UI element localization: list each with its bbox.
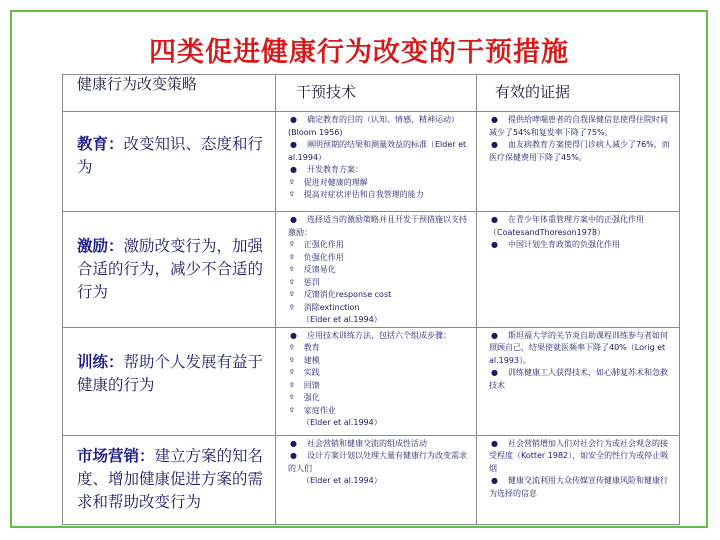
sub-item: º 反馈消化response cost xyxy=(288,289,470,302)
reference-text: （Elder et al.1994） xyxy=(302,315,382,324)
bullet-item: ● 确定教育的目的（认知、情感、精神运动）(Bloom 1956) xyxy=(288,114,470,139)
sub-item: º 回馈 xyxy=(288,380,470,393)
reference-text: （Elder et al.1994） xyxy=(302,418,382,427)
bullet-item: ● 中国计划生育政策的负强化作用 xyxy=(489,239,673,252)
bullet-item: ● 在青少年体重管理方案中的正强化作用（CoatesandThoreson1978） xyxy=(489,214,673,239)
strategy-description: 激励改变行为，加强合适的行为，减少不合适的行为 xyxy=(77,237,264,301)
technique-list xyxy=(276,112,476,202)
strategy-text xyxy=(63,328,275,397)
table-row xyxy=(63,327,680,435)
evidence-list xyxy=(477,436,679,501)
sub-item: º 正强化作用 xyxy=(288,239,470,252)
bullet-item: ● 社会营销和健康交流的组成性活动 xyxy=(288,438,470,451)
evidence-cell xyxy=(477,435,680,524)
sub-item: º 强化 xyxy=(288,392,470,405)
bullet-item: ● 选择适当的激励策略并且开发干预措施以支持激励： xyxy=(288,214,470,239)
sub-item: º 建模 xyxy=(288,355,470,368)
sub-item: º 反馈易化 xyxy=(288,264,470,277)
bullet-item: ● 应用技术训练方法，包括六个组成步骤： xyxy=(288,330,470,343)
sub-item: º 提高对症状评估和自我管理的能力 xyxy=(288,189,470,202)
evidence-cell xyxy=(477,112,680,212)
table-header-row xyxy=(63,75,680,112)
strategy-lead: 训练： xyxy=(77,351,124,371)
technique-cell xyxy=(276,327,477,435)
strategy-text xyxy=(63,436,275,514)
sub-item: º 教育 xyxy=(288,342,470,355)
reference-text: （Elder et al.1994） xyxy=(302,476,382,485)
evidence-cell xyxy=(477,212,680,328)
technique-cell xyxy=(276,112,477,212)
table-row xyxy=(63,112,680,212)
bullet-item: ● 社会营销增加人们对社会行为或社会观念的接受程度（Kotter 1982），如安全的性行为或停止吸烟 xyxy=(489,438,673,476)
sub-item: º 负强化作用 xyxy=(288,252,470,265)
header-cell-evidence xyxy=(477,75,680,112)
strategy-cell xyxy=(63,435,276,524)
technique-list xyxy=(276,328,476,430)
table-row xyxy=(63,435,680,524)
evidence-list xyxy=(477,112,679,164)
evidence-cell xyxy=(477,327,680,435)
strategy-description: 建立方案的知名度、增加健康促进方案的需求和帮助改变行为 xyxy=(77,446,264,511)
strategy-cell xyxy=(63,112,276,212)
bullet-item: ● 设计方案计划以处理大量有健康行为改变需求的人们 xyxy=(288,450,470,475)
header-cell-strategy xyxy=(63,75,276,112)
table-row xyxy=(63,212,680,328)
bullet-item: ● 阐明预期的结果和测量效益的标准（Elder et al.1994） xyxy=(288,139,470,164)
sub-item: º 促进对健康的理解 xyxy=(288,177,470,190)
header-strategy: 健康行为改变策略 xyxy=(77,75,198,93)
slide xyxy=(10,10,708,528)
strategy-cell xyxy=(63,212,276,328)
strategy-lead: 激励： xyxy=(77,236,124,255)
strategy-description: 改变知识、态度和行为 xyxy=(77,135,264,176)
header-evidence: 有效的证据 xyxy=(495,83,571,101)
strategy-text xyxy=(63,112,275,179)
header-technique: 干预技术 xyxy=(296,83,357,101)
bullet-item: ● 血友病教育方案使得门诊病人减少了76%，而医疗保健费用下降了45%。 xyxy=(489,139,673,164)
sub-item: º 惩罚 xyxy=(288,277,470,290)
sub-item: º 消除extinction xyxy=(288,302,470,315)
strategy-lead: 市场营销： xyxy=(77,445,155,465)
technique-cell xyxy=(276,212,477,328)
strategy-description: 帮助个人发展有益于健康的行为 xyxy=(77,352,264,394)
bullet-item: ● 健康交流利用大众传媒宣传健康风险和健康行为选择的信息 xyxy=(489,475,673,500)
bullet-item: ● 训练健康工人获得技术，如心肺复苏术和急救技术 xyxy=(489,367,673,392)
strategy-text xyxy=(63,212,275,304)
sub-item: º 实践 xyxy=(288,367,470,380)
evidence-list xyxy=(477,212,679,252)
strategy-lead: 教育： xyxy=(77,134,124,153)
bullet-item: ● 斯坦福大学的关节炎自助课程训练参与者如何照顾自己，结果使就医频率下降了40%（Lorig et al.1993）。 xyxy=(489,330,673,368)
intervention-table xyxy=(62,74,680,525)
evidence-list xyxy=(477,328,679,393)
strategy-cell xyxy=(63,327,276,435)
technique-list xyxy=(276,436,476,488)
bullet-item: ● 提供给哮喘患者的自我保健信息使得住院时间减少了54%和复发率下降了75%。 xyxy=(489,114,673,139)
sub-item: º 家庭作业 xyxy=(288,405,470,418)
header-cell-technique xyxy=(276,75,477,112)
technique-cell xyxy=(276,435,477,524)
slide-title: 四类促进健康行为改变的干预措施 xyxy=(149,37,569,68)
bullet-item: ● 开发教育方案： xyxy=(288,164,470,177)
technique-list xyxy=(276,212,476,327)
